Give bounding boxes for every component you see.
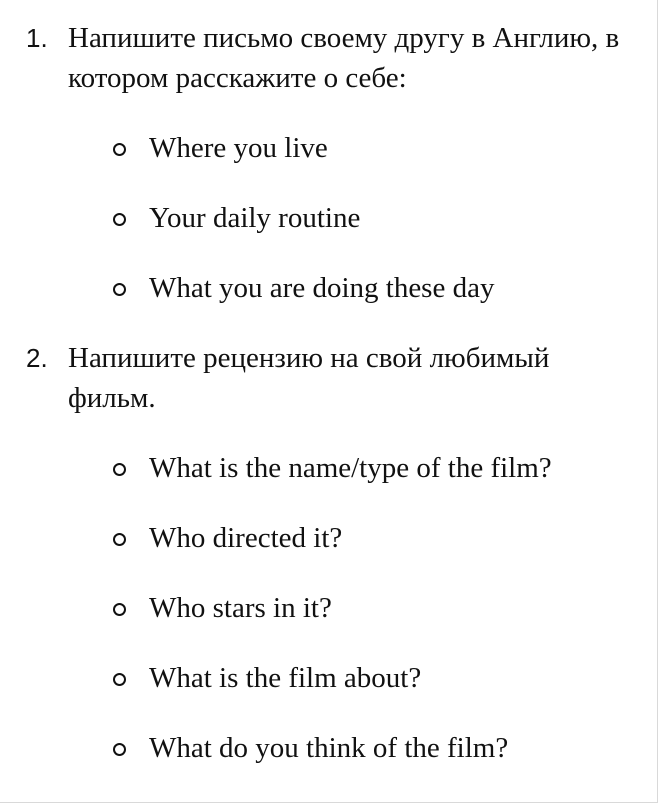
task-2-prompt: Напишите рецензию на свой любимый фильм.: [68, 342, 550, 414]
list-item: [0, 450, 640, 520]
bullet-text: Who stars in it?: [149, 592, 332, 624]
hollow-circle-bullet-icon: [113, 143, 126, 156]
list-item: [0, 730, 640, 800]
task-1-number: 1.: [26, 23, 48, 53]
bullet-text: What is the name/type of the film?: [149, 452, 552, 484]
bullet-text: What do you think of the film?: [149, 732, 509, 764]
hollow-circle-bullet-icon: [113, 743, 126, 756]
bullet-text: What you are doing these day: [149, 272, 495, 304]
hollow-circle-bullet-icon: [113, 533, 126, 546]
hollow-circle-bullet-icon: [113, 463, 126, 476]
task-1-bullet-list: [0, 130, 640, 340]
hollow-circle-bullet-icon: [113, 673, 126, 686]
list-item: [0, 130, 640, 200]
list-item: [0, 270, 640, 340]
list-item: [0, 590, 640, 660]
task-2-bullet-list: [0, 450, 640, 800]
bullet-text: What is the film about?: [149, 662, 422, 694]
task-2-number: 2.: [26, 343, 48, 373]
list-item: [0, 520, 640, 590]
hollow-circle-bullet-icon: [113, 213, 126, 226]
bullet-text: Where you live: [149, 132, 328, 164]
bullet-text: Your daily routine: [149, 202, 361, 234]
task-1-prompt: Напишите письмо своему другу в Англию, в котором расскажите о себе:: [68, 22, 620, 94]
list-item: [0, 200, 640, 270]
hollow-circle-bullet-icon: [113, 283, 126, 296]
bullet-text: Who directed it?: [149, 522, 343, 554]
list-item: [0, 660, 640, 730]
hollow-circle-bullet-icon: [113, 603, 126, 616]
